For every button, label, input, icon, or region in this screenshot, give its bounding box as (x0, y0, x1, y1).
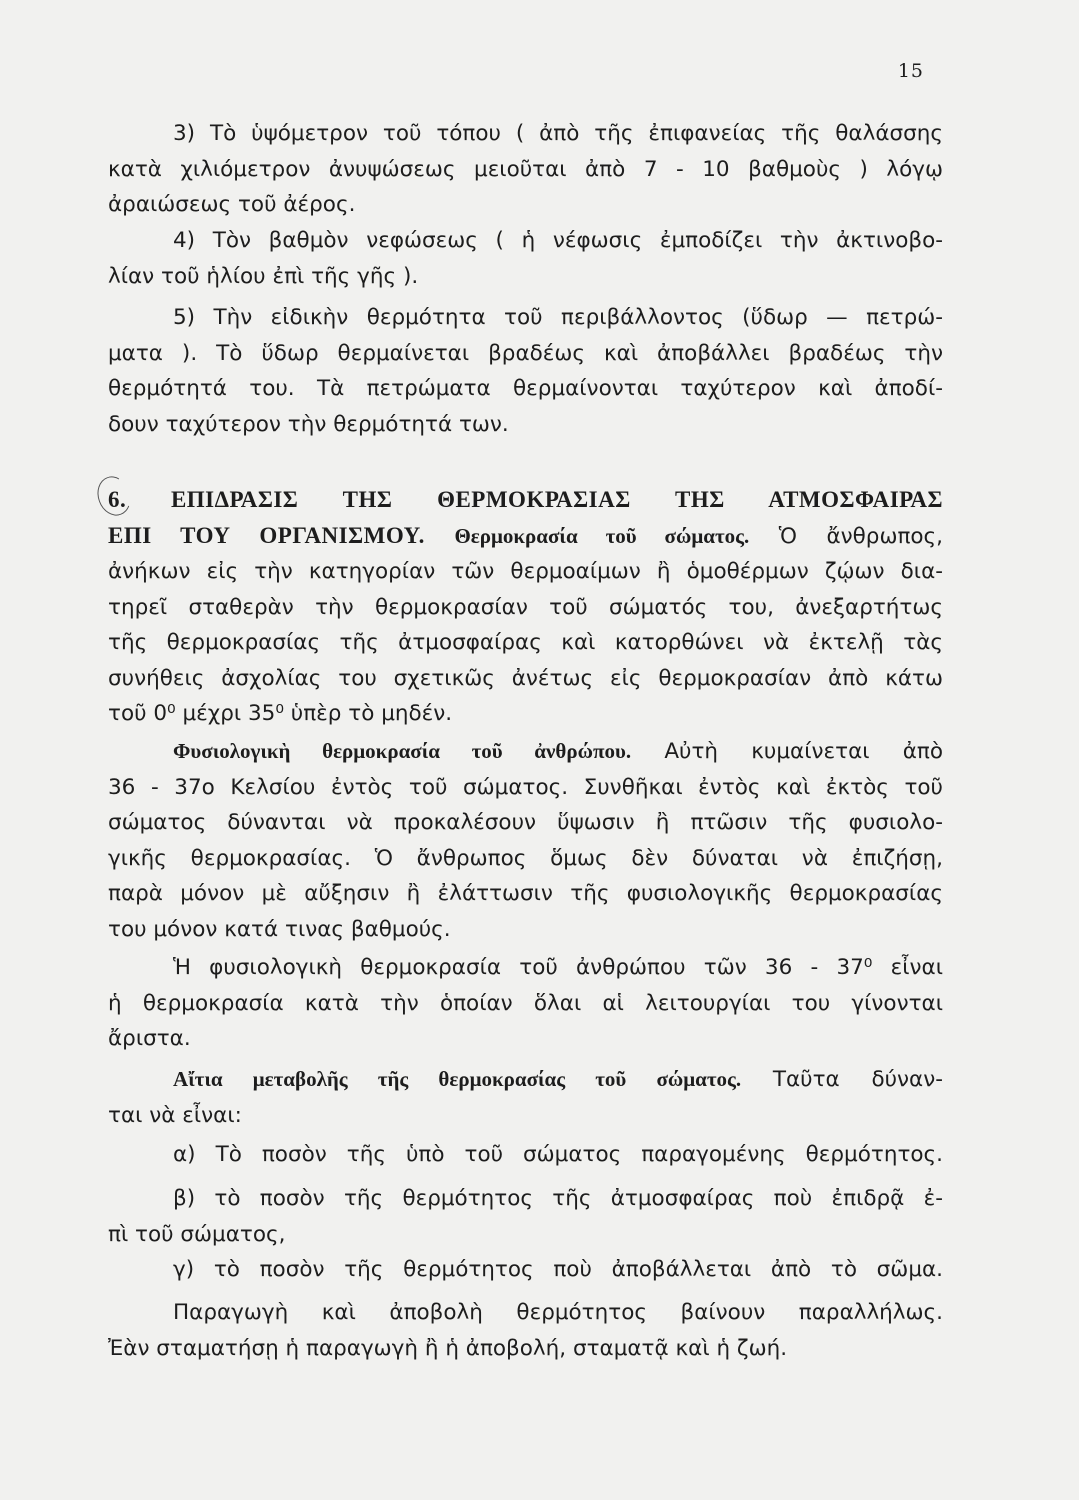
text-line: 5) Τὴν εἰδικὴν θερμότητα τοῦ περιβάλλοντος (ὕδωρ — πετρώ- (173, 305, 943, 330)
text-line: ἀραιώσεως τοῦ ἀέρος. (108, 192, 356, 217)
text-line: Ἐὰν σταματήσῃ ἡ παραγωγὴ ἢ ἡ ἀποβολή, σταματᾷ καὶ ἡ ζωή. (108, 1335, 788, 1361)
text-line: του μόνον κατά τινας βαθμούς. (108, 916, 451, 942)
text-line: ται νὰ εἶναι: (108, 1102, 242, 1128)
text-line: τοῦ 0⁰ μέχρι 35⁰ ὑπὲρ τὸ μηδέν. (108, 701, 453, 726)
list-item-b (108, 1181, 943, 1252)
text-line: Παραγωγὴ καὶ ἀποβολὴ θερμότητος βαίνουν παραλλήλως. (173, 1300, 943, 1325)
handwritten-circle-mark (92, 472, 136, 521)
text-line: ΕΠΙ ΤΟΥ ΟΡΓΑΝΙΣΜΟΥ. Θερμοκρασία τοῦ σώματος. Ὁ ἄνθρωπος, (108, 522, 943, 549)
paragraph-altitude (108, 116, 943, 223)
section-heading (108, 482, 943, 518)
text-line: σώματος δύνανται νὰ προκαλέσουν ὕψωσιν ἢ πτῶσιν τῆς φυσιολο- (108, 810, 943, 835)
paragraph-causes (108, 1062, 943, 1133)
section-6 (108, 482, 943, 732)
text-line: 36 - 37ο Κελσίου ἐντὸς τοῦ σώματος. Συνθῆκαι ἐντὸς καὶ ἐκτὸς τοῦ (108, 774, 943, 800)
text-line: Αἴτια μεταβολῆς τῆς θερμοκρασίας τοῦ σώματος. Ταῦτα δύναν- (173, 1067, 943, 1092)
text-line: θερμότητά του. Τὰ πετρώματα θερμαίνονται ταχύτερον καὶ ἀποδί- (108, 376, 943, 401)
text-line: 4) Τὸν βαθμὸν νεφώσεως ( ἡ νέφωσις ἐμποδίζει τὴν ἀκτινοβο- (173, 228, 943, 253)
subheading-physiological: Φυσιολογικὴ θερμοκρασία τοῦ ἀνθρώπου. (173, 739, 632, 763)
paragraph-specific-heat (108, 300, 943, 442)
text-line: Φυσιολογικὴ θερμοκρασία τοῦ ἀνθρώπου. Αὐτὴ κυμαίνεται ἀπὸ (173, 739, 944, 764)
text-line: τηρεῖ σταθερὰν τὴν θερμοκρασίαν τοῦ σώματός του, ἀνεξαρτήτως (108, 594, 943, 620)
paragraph-cloudiness (108, 223, 943, 294)
text-line: ἀνήκων εἰς τὴν κατηγορίαν τῶν θερμοαίμων ἢ ὁμοθέρμων ζῴων δια- (108, 559, 943, 584)
subheading-body-temp: Θερμοκρασία τοῦ σώματος. (454, 523, 750, 548)
section-heading-text: ΕΠΙΔΡΑΣΙΣ ΤΗΣ ΘΕΡΜΟΚΡΑΣΙΑΣ ΤΗΣ ΑΤΜΟΣΦΑΙΡΑΣ (170, 487, 944, 512)
subheading-causes: Αἴτια μεταβολῆς τῆς θερμοκρασίας τοῦ σώματος. (173, 1067, 742, 1091)
text-line: πὶ τοῦ σώματος, (108, 1221, 286, 1247)
text-line: γικῆς θερμοκρασίας. Ὁ ἄνθρωπος ὅμως δὲν δύναται νὰ ἐπιζήσῃ, (108, 845, 943, 871)
text-line: κατὰ χιλιόμετρον ἀνυψώσεως μειοῦται ἀπὸ 7 - 10 βαθμοὺς ) λόγῳ (108, 156, 943, 182)
list-item-a (108, 1137, 943, 1173)
paragraph-physiological (108, 734, 943, 947)
text-line: α) Τὸ ποσὸν τῆς ὑπὸ τοῦ σώματος παραγομένης θερμότητος. (173, 1142, 943, 1167)
text-line: συνήθεις ἀσχολίας του σχετικῶς ἀνέτως εἰς θερμοκρασίαν ἀπὸ κάτω (108, 665, 943, 691)
text-line: ματα ). Τὸ ὕδωρ θερμαίνεται βραδέως καὶ ἀποβάλλει βραδέως τὴν (108, 340, 943, 366)
section-heading-cont: ΕΠΙ ΤΟΥ ΟΡΓΑΝΙΣΜΟΥ. (108, 522, 425, 548)
text-line: τῆς θερμοκρασίας τῆς ἀτμοσφαίρας καὶ κατορθώνει νὰ ἐκτελῇ τὰς (108, 630, 943, 655)
text-line: ἡ θερμοκρασία κατὰ τὴν ὁποίαν ὅλαι αἱ λειτουργίαι του γίνονται (108, 990, 943, 1016)
text-line: β) τὸ ποσὸν τῆς θερμότητος τῆς ἀτμοσφαίρας ποὺ ἐπιδρᾷ ἐ- (173, 1186, 943, 1211)
section-number: 6. (108, 482, 126, 518)
page-number: 15 (897, 60, 924, 82)
text-line: ἄριστα. (108, 1026, 191, 1051)
paragraph-production (108, 1295, 943, 1366)
text-line: δουν ταχύτερον τὴν θερμότητά των. (108, 411, 509, 437)
text-line: παρὰ μόνον μὲ αὔξησιν ἢ ἐλάττωσιν τῆς φυσιολογικῆς θερμοκρασίας (108, 881, 943, 906)
text-line: λίαν τοῦ ἡλίου ἐπὶ τῆς γῆς ). (108, 263, 419, 289)
paragraph-normal-temp (108, 950, 943, 1057)
text-line: γ) τὸ ποσὸν τῆς θερμότητος ποὺ ἀποβάλλεται ἀπὸ τὸ σῶμα. (173, 1257, 943, 1282)
text-line: 3) Τὸ ὑψόμετρον τοῦ τόπου ( ἀπὸ τῆς ἐπιφανείας τῆς θαλάσσης (173, 121, 943, 146)
list-item-c (108, 1252, 943, 1288)
text-line: Ἡ φυσιολογικὴ θερμοκρασία τοῦ ἀνθρώπου τῶν 36 - 37⁰ εἶναι (173, 955, 943, 980)
